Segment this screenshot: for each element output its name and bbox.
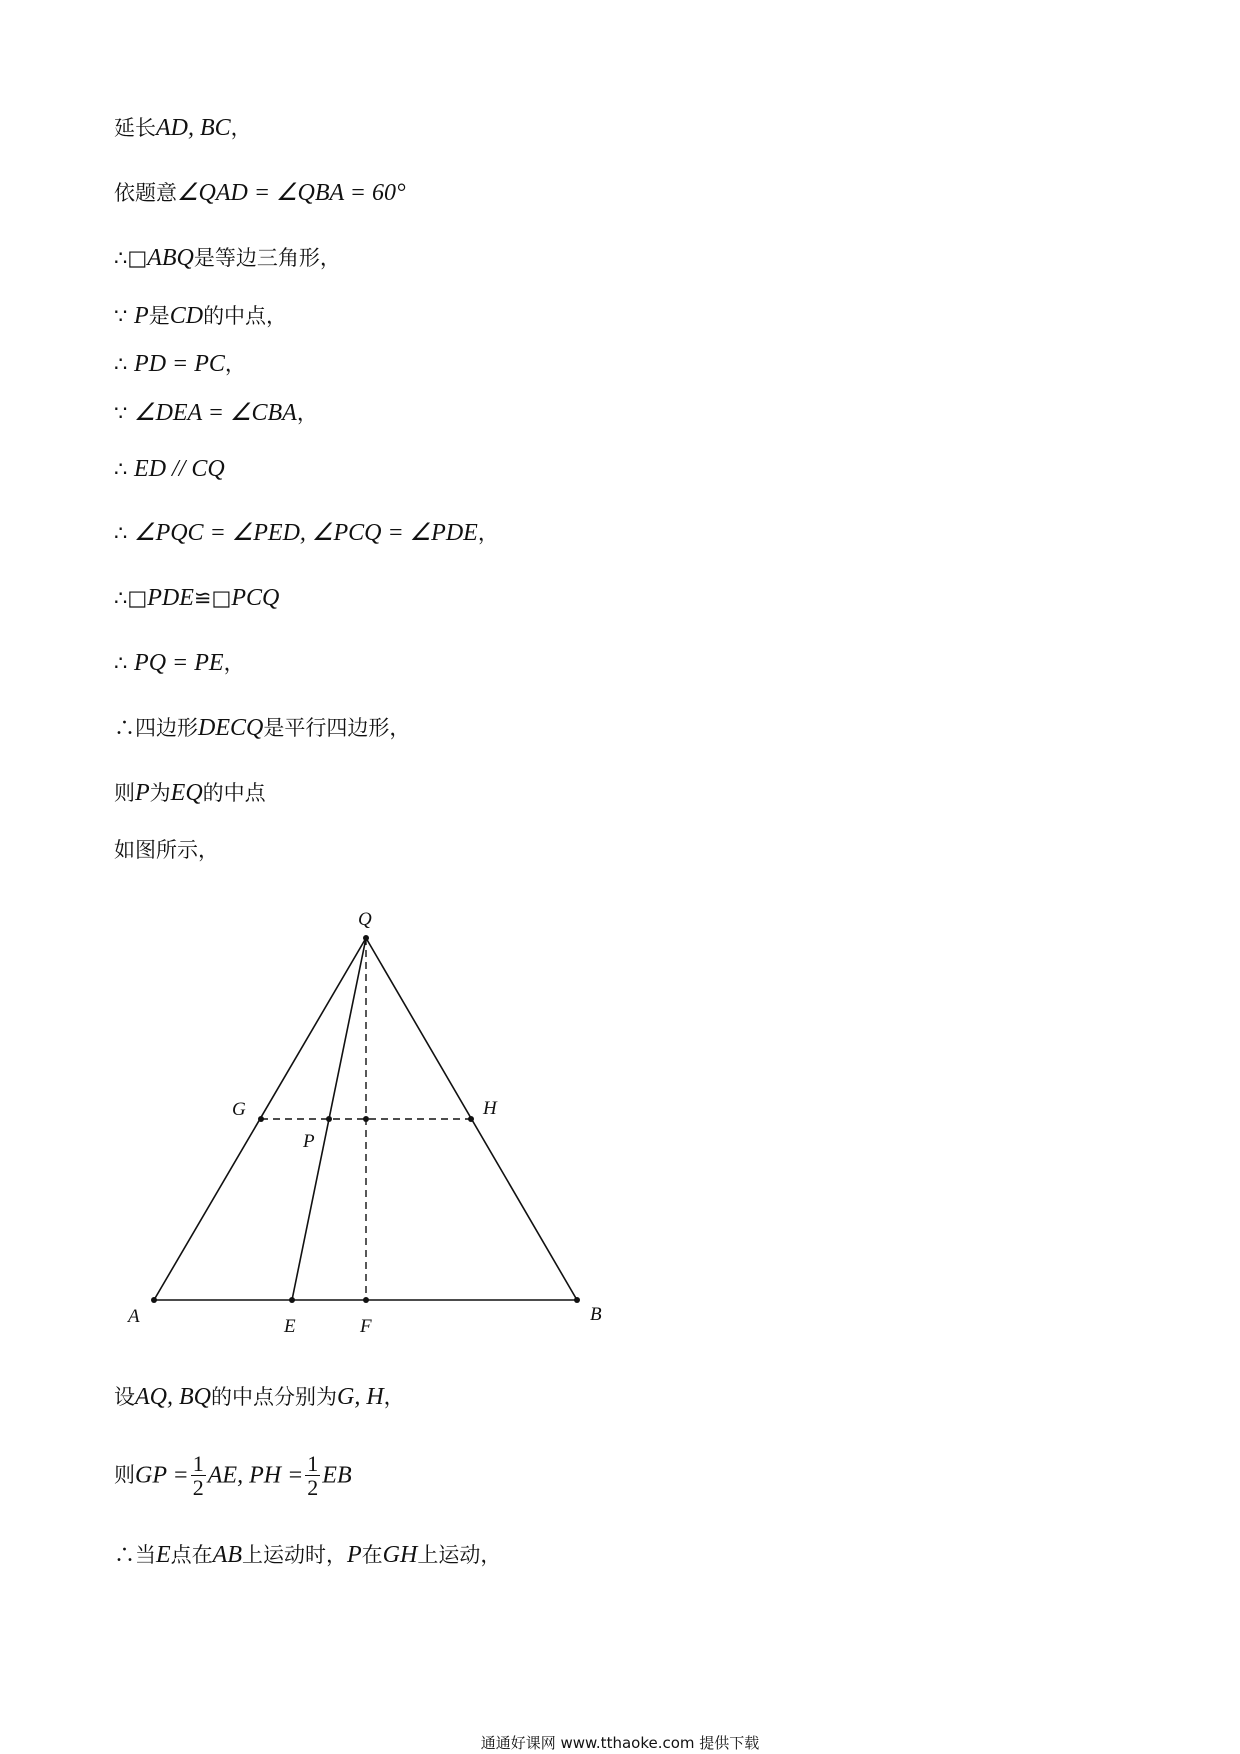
point-G — [258, 1116, 264, 1122]
line-16: ∴当E点在AB上运动时，P在GH上运动， — [114, 1542, 502, 1568]
line-1: 延长AD, BC， — [114, 115, 252, 141]
point-A — [151, 1297, 157, 1303]
line-2: 依题意∠QAD = ∠QBA = 60° — [114, 180, 406, 206]
label-F: F — [360, 1316, 372, 1337]
point-mid — [363, 1116, 369, 1122]
point-F — [363, 1297, 369, 1303]
label-G: G — [232, 1099, 246, 1120]
line-15: 则GP = $\frac{1}{2}$ AE, PH = $\frac{1}{2}$ EB — [114, 1451, 352, 1501]
label-E: E — [284, 1316, 296, 1337]
label-P: P — [303, 1131, 315, 1152]
label-A: A — [128, 1306, 140, 1327]
point-P — [326, 1116, 332, 1122]
line-12: 则P为EQ的中点 — [114, 780, 266, 806]
line-8: ∴ ∠PQC = ∠PED, ∠PCQ = ∠PDE， — [114, 520, 499, 546]
line-14: 设AQ, BQ的中点分别为G, H， — [114, 1384, 405, 1410]
line-6: ∵ ∠DEA = ∠CBA， — [114, 400, 318, 426]
line-10: ∴ PQ = PE， — [114, 650, 245, 676]
label-B: B — [590, 1304, 602, 1325]
line-13: 如图所示， — [114, 838, 219, 862]
line-3: ∴□ABQ是等边三角形， — [114, 245, 341, 271]
point-B — [574, 1297, 580, 1303]
label-H: H — [483, 1098, 497, 1119]
line-11: ∴四边形DECQ是平行四边形， — [114, 715, 411, 741]
point-E — [289, 1297, 295, 1303]
point-Q — [363, 935, 369, 941]
line-9: ∴□PDE≌□PCQ — [114, 585, 280, 611]
line-4: ∵ P是CD的中点， — [114, 303, 288, 329]
geometry-figure — [110, 895, 630, 1345]
line-5: ∴ PD = PC， — [114, 351, 246, 377]
label-Q: Q — [358, 909, 372, 930]
fraction-one-half-1: $\frac{1}{2}$ — [192, 1451, 204, 1501]
line-7: ∴ ED // CQ — [114, 456, 225, 482]
footer-watermark: 通通好课网 www.tthaoke.com 提供下载 — [480, 1734, 760, 1752]
fraction-one-half-2: $\frac{1}{2}$ — [307, 1451, 319, 1501]
point-H — [468, 1116, 474, 1122]
